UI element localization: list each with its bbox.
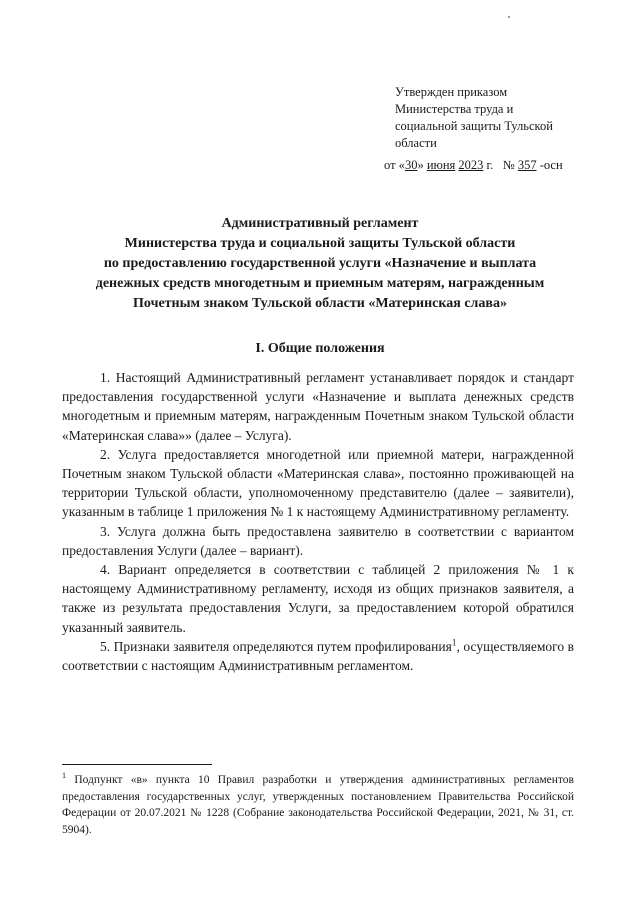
approval-stamp xyxy=(395,84,595,152)
paragraph-4: 4. Вариант определяется в соответствии с таблицей 2 приложения № 1 к настоящему Административному регламенту, исходя из общих признаков заявителя, а также из результата предоставления Услуги, за предоставлением которой обратился указанный заявитель. xyxy=(62,562,574,635)
footnote xyxy=(62,772,574,838)
document-title xyxy=(60,214,580,314)
footnote-divider xyxy=(62,764,212,765)
order-number-suffix: -осн xyxy=(539,158,563,172)
paragraph-5-text: 5. Признаки заявителя определяются путем профилирования xyxy=(100,638,452,654)
title-line-5: Почетным знаком Тульской области «Материнская слава» xyxy=(133,296,507,311)
body-text xyxy=(62,368,574,675)
paragraph-3: 3. Услуга должна быть предоставлена заявителю в соответствии с вариантом предоставления Услуги (далее – вариант). xyxy=(62,523,574,558)
title-line-3: по предоставлению государственной услуги «Назначение и выплата xyxy=(103,256,537,271)
footnote-mark: 1 xyxy=(62,771,67,781)
footnote-text: Подпункт «в» пункта 10 Правил разработки и утверждения административных регламентов предоставления государственных услуг, утвержденных постановлением Правительства Российской Федерации от 20.07.2021 № 1228 (Собрание законодательства Российской Федерации, 2021, № 31, ст. 5904). xyxy=(62,774,574,836)
paragraph-5-text-after: , осуществляемого в соответствии с настоящим Административным регламентом. xyxy=(62,638,574,674)
order-number: 357 xyxy=(517,158,537,172)
title-line-1: Административный регламент xyxy=(221,216,419,231)
order-month: июня xyxy=(426,158,456,172)
footnote-reference: 1 xyxy=(451,638,457,649)
approval-line-4: области xyxy=(395,136,437,150)
order-prefix: от « xyxy=(384,158,405,172)
title-line-4: денежных средств многодетным и приемным матерям, награжденным xyxy=(95,276,545,291)
order-day-close: » xyxy=(417,158,424,172)
order-number-label: № xyxy=(502,158,515,172)
paragraph-2: 2. Услуга предоставляется многодетной или приемной матери, награжденной Почетным знаком Тульской области «Материнская слава», постоянно проживающей на территории Тульской области, уполномоченному представителю (далее – заявители), указанным в таблице 1 приложения № 1 к настоящему Административному регламенту. xyxy=(62,446,574,520)
paragraph-1: 1. Настоящий Административный регламент устанавливает порядок и стандарт предоставления государственной услуги «Назначение и выплата денежных средств многодетным и приемным матерям, награжденным Почетным знаком Тульской области «Материнская слава»» (далее – Услуга). xyxy=(62,370,574,443)
order-year-suffix: г. xyxy=(486,158,494,172)
approval-line-2: Министерства труда и xyxy=(395,102,514,116)
approval-line-3: социальной защиты Тульской xyxy=(395,119,553,133)
title-line-2: Министерства труда и социальной защиты Тульской области xyxy=(124,236,516,251)
order-reference xyxy=(384,158,563,173)
order-year: 2023 xyxy=(458,158,484,172)
section-heading: I. Общие положения xyxy=(255,341,385,356)
paragraph-5 xyxy=(62,637,574,675)
scan-speck xyxy=(508,16,510,18)
approval-line-1: Утвержден приказом xyxy=(395,85,508,99)
order-day: 30 xyxy=(404,158,418,172)
